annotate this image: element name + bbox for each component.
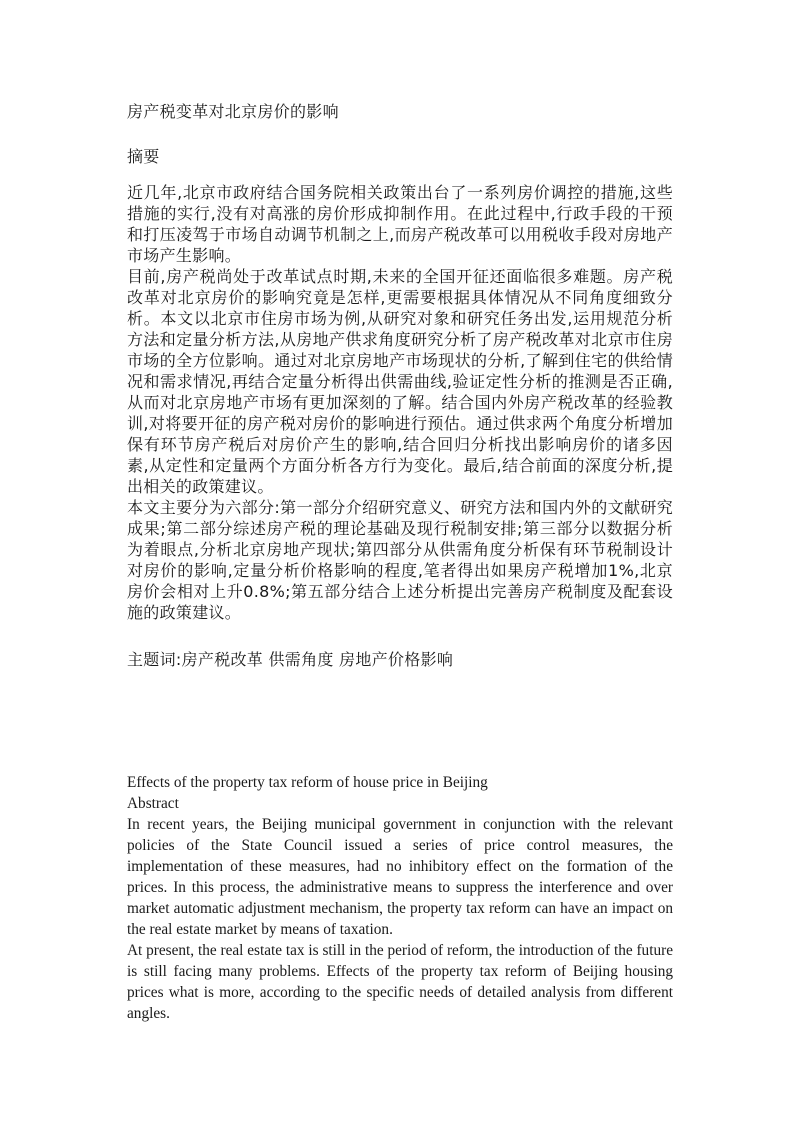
chinese-keywords: 主题词:房产税改革 供需角度 房地产价格影响 [127, 650, 454, 669]
english-paragraph-1: In recent years, the Beijing municipal government in conjunction with the relevant policies of the State Council issued a series of price control measures, the implementation of these measures, had no inhibitory effect on the formation of the prices. In this process, the administrative means to suppress the interference and over market automatic adjustment mechanism, the property tax reform can have an impact on the real estate market by means of taxation. [127, 816, 673, 938]
english-abstract-body [127, 814, 673, 1024]
chinese-abstract-body [127, 182, 673, 623]
chinese-paragraph-1: 近几年,北京市政府结合国务院相关政策出台了一系列房价调控的措施,这些措施的实行,没有对高涨的房价形成抑制作用。在此过程中,行政手段的干预和打压凌驾于市场自动调节机制之上,而房产税改革可以用税收手段对房地产市场产生影响。 [127, 183, 673, 265]
chinese-paragraph-3: 本文主要分为六部分:第一部分介绍研究意义、研究方法和国内外的文献研究成果;第二部分综述房产税的理论基础及现行税制安排;第三部分以数据分析为着眼点,分析北京房地产现状;第四部分从供需角度分析保有环节税制设计对房价的影响,定量分析价格影响的程度,笔者得出如果房产税增加1%,北京房价会相对上升0.8%;第五部分结合上述分析提出完善房产税制度及配套设施的政策建议。 [127, 498, 673, 622]
chinese-title: 房产税变革对北京房价的影响 [127, 102, 339, 121]
chinese-abstract-heading: 摘要 [127, 147, 160, 166]
chinese-paragraph-2: 目前,房产税尚处于改革试点时期,未来的全国开征还面临很多难题。房产税改革对北京房价的影响究竟是怎样,更需要根据具体情况从不同角度细致分析。本文以北京市住房市场为例,从研究对象和研究任务出发,运用规范分析方法和定量分析方法,从房地产供求角度研究分析了房产税改革对北京市住房市场的全方位影响。通过对北京房地产市场现状的分析,了解到住宅的供给情况和需求情况,再结合定量分析得出供需曲线,验证定性分析的推测是否正确,从而对北京房地产市场有更加深刻的了解。结合国内外房产税改革的经验教训,对将要开征的房产税对房价的影响进行预估。通过供求两个角度分析增加保有环节房产税后对房价产生的影响,结合回归分析找出影响房价的诸多因素,从定性和定量两个方面分析各方行为变化。最后,结合前面的深度分析,提出相关的政策建议。 [127, 267, 673, 496]
english-title: Effects of the property tax reform of house price in Beijing [127, 774, 488, 791]
english-paragraph-2: At present, the real estate tax is still in the period of reform, the introduction of the future is still facing many problems. Effects of the property tax reform of Beijing housing prices what is more, according to the specific needs of detailed analysis from different angles. [127, 942, 673, 1022]
english-abstract-heading: Abstract [127, 795, 179, 812]
